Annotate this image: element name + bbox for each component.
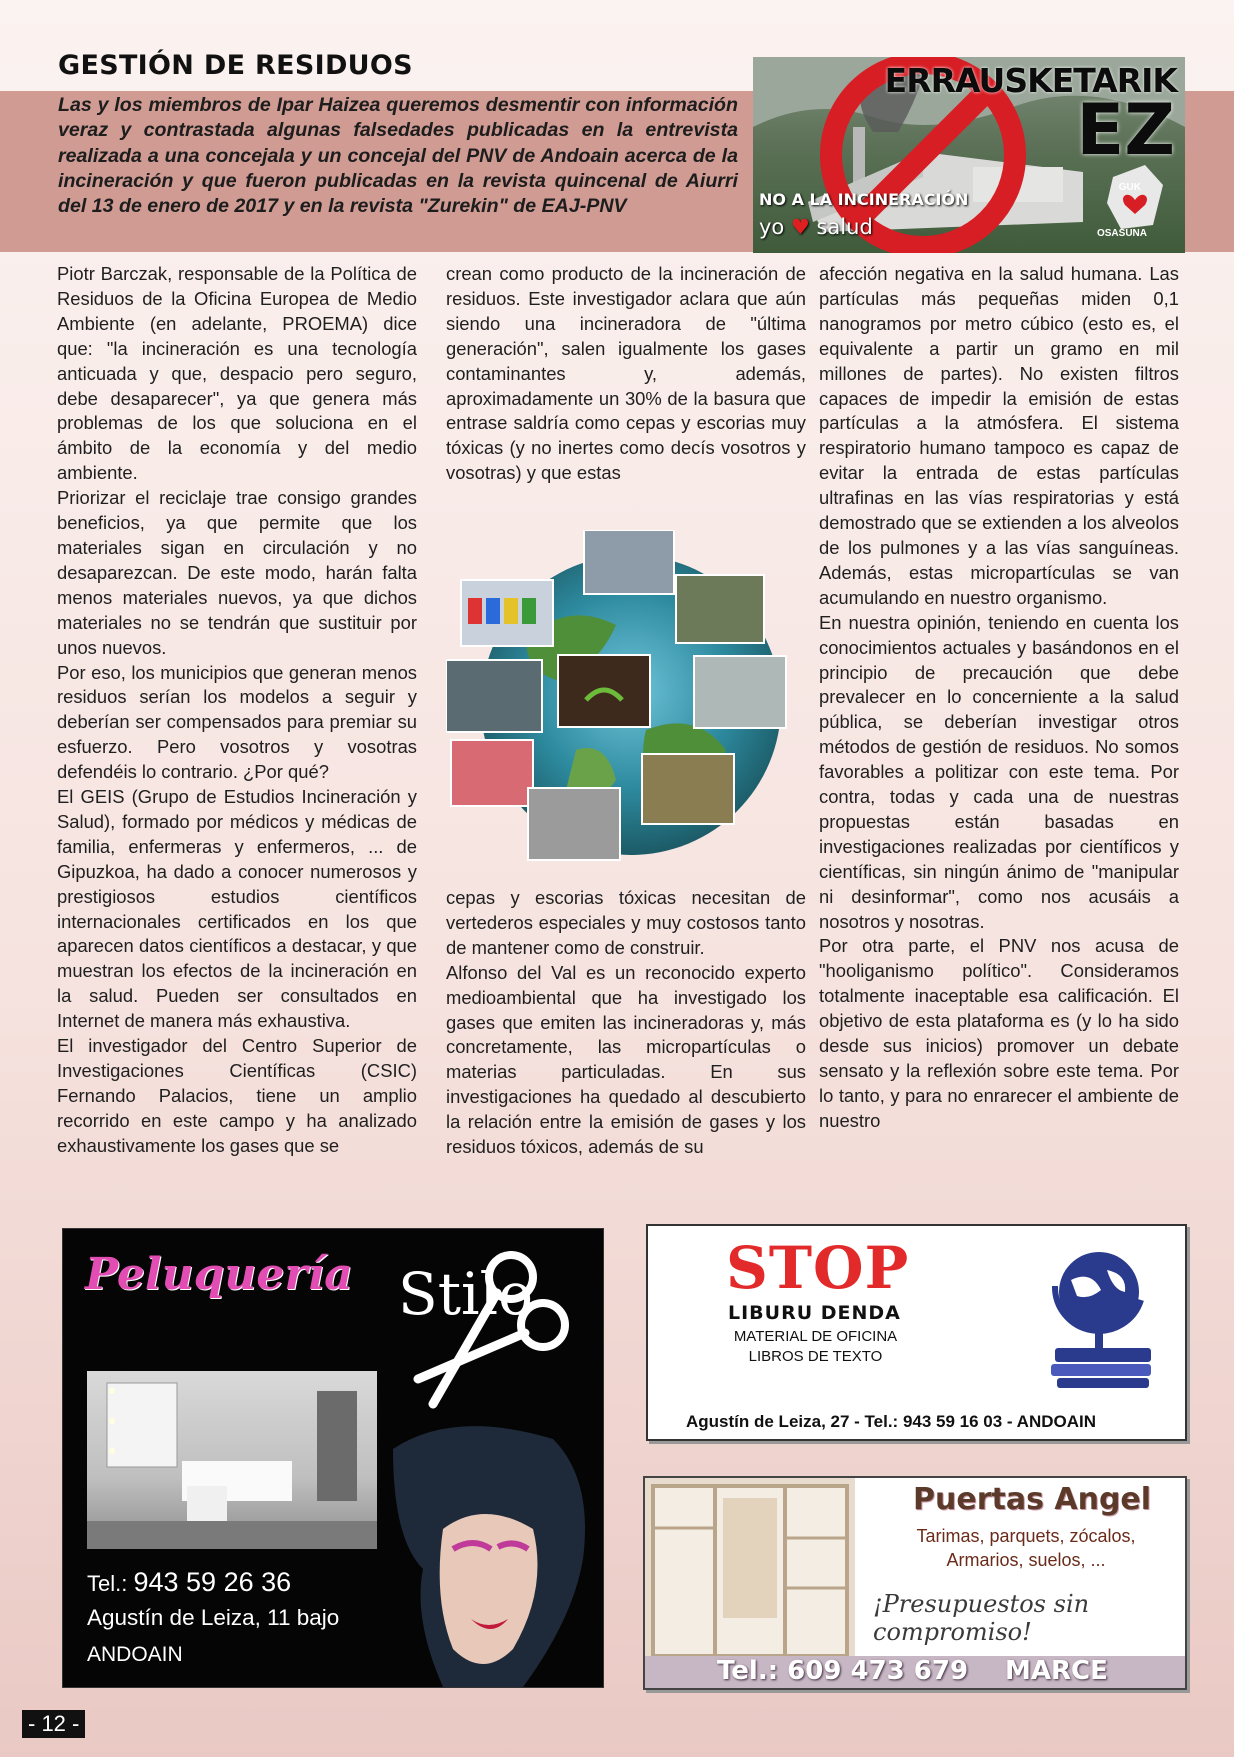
puertas-line-2: Armarios, suelos, ... [946, 1550, 1106, 1570]
col1-paragraph: Priorizar el reciclaje trae consigo grandes beneficios, ya que permite que los materiales sigan en circulación y no desaparezcan. De este modo, harán falta menos materiales nuevos, ya que dichos materiales no se tendrán que sustituir por unos nuevos. [57, 487, 417, 658]
wardrobe-photo [645, 1478, 855, 1663]
col2-paragraph: crean como producto de la incineración de residuos. Este investigador aclara que aún siendo una incineradora de "última generación", salen igualmente los gases contaminantes y, además, aproximadamente un 30% de la basura que entrase saldría como cepas y escorias muy tóxicas (y no inertes como decís vosotros y vosotras) y que estas [446, 263, 806, 484]
model-face-image [373, 1419, 593, 1687]
hero-no-incineracion: NO A LA INCINERACIÓN [759, 190, 969, 209]
scissors-logo-icon [393, 1239, 583, 1429]
col1-paragraph: El GEIS (Grupo de Estudios Incineración y Salud), formado por médicos y médicas de familia, enfermeras y enfermeros, ... de Gipuzkoa, ha dado a conocer numerosos y prestigiosos estudios científicos internacionales certificados en los que aparecen datos científicos a destacar, y que muestran los efectos de la incineración en la salud. Pueden ser consultados en Internet de manera más exhaustiva. [57, 786, 417, 1032]
pelu-title: Peluquería [85, 1249, 353, 1300]
puertas-title: Puertas Angel [913, 1482, 1152, 1517]
heart-icon: ♥ [790, 215, 810, 239]
puertas-contact-name: MARCE [1005, 1656, 1108, 1686]
hero-guk: GUK [1118, 182, 1141, 193]
col3-paragraph: Por otra parte, el PNV nos acusa de "hooliganismo político". Consideramos totalmente inaceptable esa calificación. El objetivo de esta plataforma es (y lo ha sido desde sus inicios) promover un debate sensato y la reflexión sobre este tema. Por lo tanto, y para no enrarecer el ambiente de nuestro [819, 935, 1179, 1131]
pelu-city: ANDOAIN [87, 1643, 183, 1666]
recycling-collage-image [446, 530, 806, 870]
ad-peluqueria-stilo [62, 1228, 604, 1688]
ad-stop-liburu-denda [646, 1224, 1187, 1441]
pelu-brand: Stilo [398, 1260, 534, 1328]
stop-logo: STOP [726, 1234, 910, 1302]
col1-paragraph: Piotr Barczak, responsable de la Política de Residuos de la Oficina Europea de Medio Ambiente (en adelante, PROEMA) dice que: "la incineración es una tecnología anticuada y que, despacio pero seguro, debe desaparecer", ya que genera más problemas de los que soluciona en el ámbito de la economía y del medio ambiente. [57, 263, 417, 484]
globe-books-icon [1041, 1240, 1161, 1390]
intro-paragraph: Las y los miembros de Ipar Haizea queremos desmentir con información veraz y contrastada algunas falsedades publicadas en la entrevista realizada a una concejala y un concejal del PNV de Andoain acerca de la incineración y que fueron publicadas en la revista quincenal de Aiurri del 13 de enero de 2017 y en la revista "Zurekin" de EAJ-PNV [58, 94, 738, 218]
article-column-1 [57, 262, 417, 1212]
col2-paragraph: cepas y escorias tóxicas necesitan de vertederos especiales y muy costosos tanto de mantener como de construir. [446, 887, 806, 958]
hero-ez: EZ [1076, 89, 1175, 171]
col1-paragraph: El investigador del Centro Superior de Investigaciones Científicas (CSIC) Fernando Palacios, tiene un amplio recorrido en este campo y ha analizado exhaustivamente los gases que se [57, 1035, 417, 1156]
stop-subtitle: LIBURU DENDA [728, 1302, 901, 1324]
hero-yo-salud: yo ♥ salud [759, 215, 873, 239]
pelu-phone: Tel.: 943 59 26 36 [87, 1567, 292, 1597]
article-column-2-bottom [446, 886, 806, 1160]
col3-paragraph: En nuestra opinión, teniendo en cuenta los conocimientos actuales y basándonos en el principio de precaución que debe prevalecer en lo concerniente a la salud pública, se deberían investigar otros métodos de gestión de residuos. No somos favorables a politizar con este tema. Por contra, todas y cada una de nuestras propuestas están basadas en investigaciones realizadas por científicos y científicas, sin ningún ánimo de "manipular ni desinformar", como nos acusáis a nosotros y nosotras. [819, 611, 1179, 932]
page-number: - 12 - [22, 1710, 85, 1738]
col2-paragraph: Alfonso del Val es un reconocido experto medioambiental que ha investigado los gases que emiten las incineradoras y, más concretamente, las micropartículas o materias particuladas. En sus investigaciones ha quedado al descubierto la relación entre la emisión de gases y los residuos tóxicos, además de su [446, 961, 806, 1158]
ad-puertas-angel [643, 1476, 1187, 1690]
puertas-quote: ¡Presupuestos sin compromiso! [873, 1590, 1090, 1646]
col3-paragraph: afección negativa en la salud humana. Las partículas más pequeñas miden 0,1 nanogramos por metro cúbico (esto es, el equivalente a partir un gramo en mil millones de partes). No existen filtros capaces de impedir la emisión de estas partículas a la atmósfera. El sistema respiratorio humano tampoco es capaz de evitar la entrada de estas partículas ultrafinas en las vías respiratorias y está demostrado que se extienden a los alveolos de los pulmones y a las vías sanguíneas. Además, estas micropartículas se van acumulando en nuestro organismo. [819, 263, 1179, 608]
salon-photo [87, 1371, 377, 1549]
puertas-line-1: Tarimas, parquets, zócalos, [916, 1526, 1136, 1546]
article-column-3 [819, 262, 1179, 1134]
puertas-phone: Tel.: 609 473 679 [717, 1656, 969, 1686]
hero-osasuna: OSASUNA [1096, 228, 1147, 239]
stop-line-1: MATERIAL DE OFICINA [733, 1328, 898, 1345]
col1-paragraph: Por eso, los municipios que generan menos residuos serían los modelos a seguir y deberían ser compensados para premiar su esfuerzo. Pero vosotros y vosotras defendéis lo contrario. ¿Por qué? [57, 661, 417, 783]
stop-line-2: LIBROS DE TEXTO [748, 1348, 883, 1365]
section-title: GESTIÓN DE RESIDUOS [58, 50, 413, 81]
pelu-address: Agustín de Leiza, 11 bajo [87, 1605, 340, 1630]
stop-address: Agustín de Leiza, 27 - Tel.: 943 59 16 03 - ANDOAIN [686, 1412, 1097, 1431]
hero-title: ERRAUSKETARIK [884, 61, 1177, 100]
article-column-2-top [446, 262, 806, 486]
hero-image-incineration [753, 57, 1185, 253]
